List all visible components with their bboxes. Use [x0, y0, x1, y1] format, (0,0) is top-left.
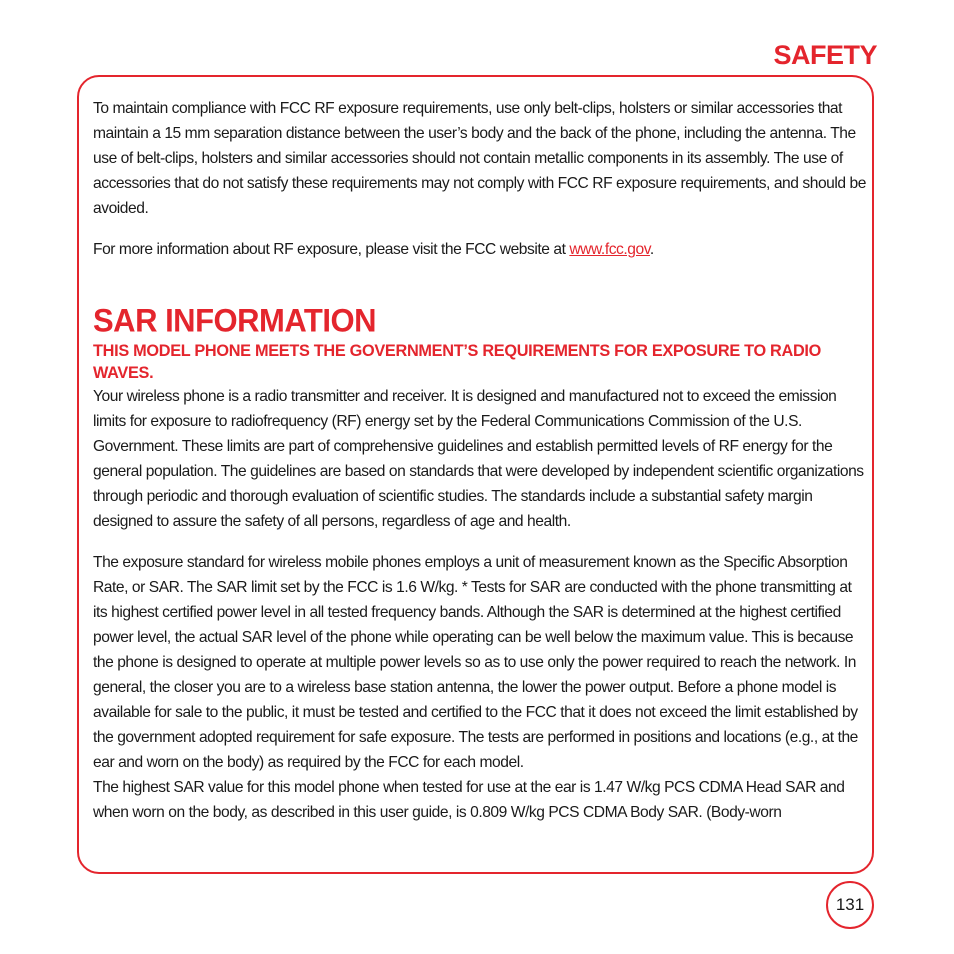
sar-subheading: THIS MODEL PHONE MEETS THE GOVERNMENT’S REQUIREMENTS FOR EXPOSURE TO RADIO WAVES.: [93, 342, 822, 382]
sar-heading: SAR INFORMATION: [93, 302, 376, 339]
page-number: 131: [826, 881, 874, 929]
fcc-website-link[interactable]: www.fcc.gov: [569, 241, 650, 258]
paragraph-gap: [93, 221, 868, 237]
paragraph-gap: [93, 534, 868, 550]
section-label: SAFETY: [773, 40, 877, 70]
fcc-info-paragraph: [93, 237, 868, 262]
intro-paragraph: To maintain compliance with FCC RF exposure requirements, use only belt-clips, holsters or similar accessories that maintain a 15 mm separation distance between the user’s body and the back of the phone, including the antenna. The use of belt-clips, holsters and similar accessories should not contain metallic components in its assembly. The use of accessories that do not satisfy these requirements may not comply with FCC RF exposure requirements, and should be avoided.: [93, 100, 866, 217]
sar-paragraph-2: The exposure standard for wireless mobile phones employs a unit of measurement known as the Specific Absorption Rate, or SAR. The SAR limit set by the FCC is 1.6 W/kg. * Tests for SAR are conducted with the phone transmitting at its highest certified power level in all tested frequency bands. Although the SAR is determined at the highest certified power level, the actual SAR level of the phone while operating can be well below the maximum value. This is because the phone is designed to operate at multiple power levels so as to use only the power required to reach the network. In general, the closer you are to a wireless base station antenna, the lower the power output. Before a phone model is available for sale to the public, it must be tested and certified to the FCC that it does not exceed the limit established by the government adopted requirement for safe exposure. The tests are performed in positions and locations (e.g., at the ear and worn on the body) as required by the FCC for each model.: [93, 554, 858, 771]
fcc-info-text: For more information about RF exposure, please visit the FCC website at: [93, 241, 570, 258]
fcc-info-suffix: .: [649, 241, 654, 258]
sar-paragraph-3: The highest SAR value for this model phone when tested for use at the ear is 1.47 W/kg PCS CDMA Head SAR and when worn on the body, as described in this user guide, is 0.809 W/kg PCS CDMA Body SAR. (Body-worn: [93, 779, 845, 821]
sar-paragraph-1: Your wireless phone is a radio transmitter and receiver. It is designed and manufactured not to exceed the emission limits for exposure to radiofrequency (RF) energy set by the Federal Communications Commission of the U.S. Government. These limits are part of comprehensive guidelines and establish permitted levels of RF energy for the general population. The guidelines are based on standards that were developed by independent scientific organizations through periodic and thorough evaluation of scientific studies. The standards include a substantial safety margin designed to assure the safety of all persons, regardless of age and health.: [93, 388, 864, 530]
page-content: [93, 96, 868, 825]
